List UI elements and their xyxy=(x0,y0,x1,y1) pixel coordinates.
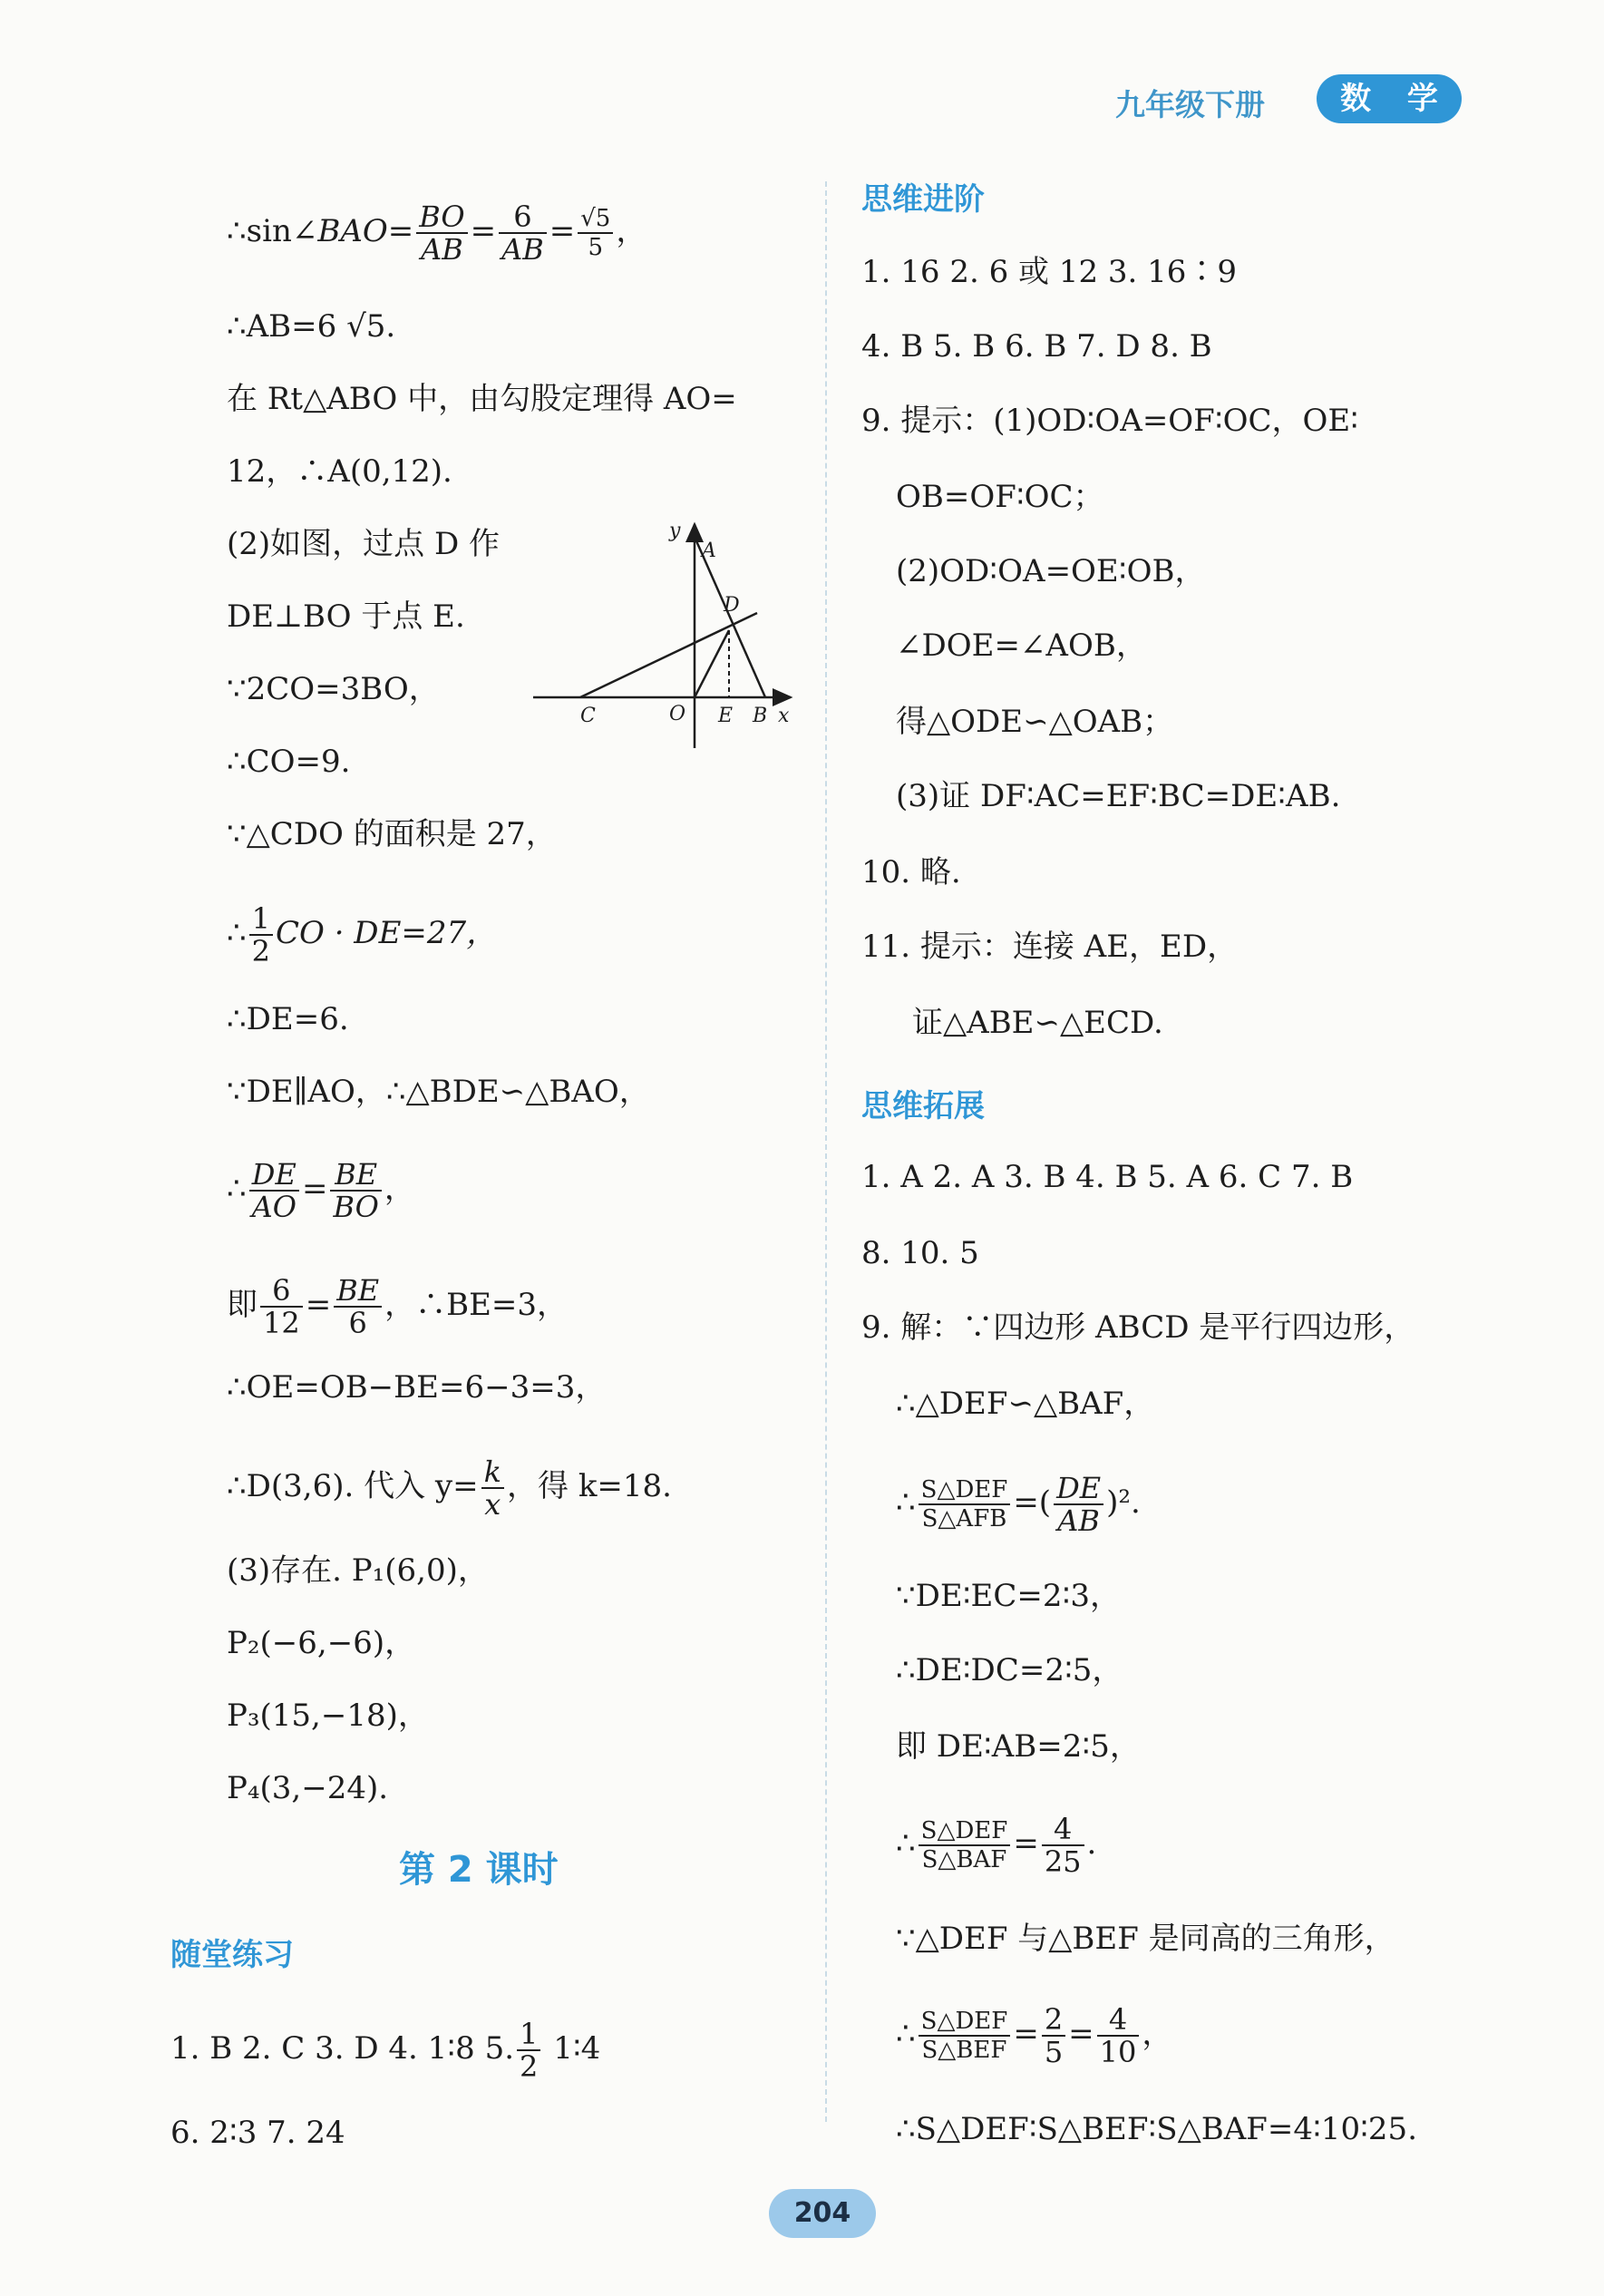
header-grade: 九年级下册 xyxy=(1115,87,1265,122)
right-line-19: 即 DE∶AB=2∶5， xyxy=(896,1728,1141,1765)
lesson-title: 第 2 课时 xyxy=(399,1849,559,1891)
right-line-14: 9. 解：∵四边形 ABCD 是平行四边形， xyxy=(861,1309,1415,1346)
left-line-3: 在 Rt△ABO 中，由勾股定理得 AO= xyxy=(227,381,737,417)
left-line-9: ∵△CDO 的面积是 27， xyxy=(227,816,557,852)
section-practice: 随堂练习 xyxy=(170,1937,294,1973)
label-d: D xyxy=(724,594,740,617)
section-expand: 思维拓展 xyxy=(861,1088,985,1124)
right-line-21: ∵△DEF 与△BEF 是同高的三角形， xyxy=(896,1921,1395,1957)
left-line-12: ∵DE∥AO，∴△BDE∽△BAO， xyxy=(227,1074,650,1110)
right-line-6: ∠DOE=∠AOB， xyxy=(896,628,1147,664)
right-line-22: ∴ $\frac{\text{S△DEF}}{\text{S△BEF}}$ = $\frac{2}{5}$ = $\frac{4}{10}$ ， xyxy=(896,2002,1173,2069)
left-line-13: ∴ $\frac{DE}{AO}$ = $\frac{BE}{BO}$ ， xyxy=(227,1157,415,1224)
coordinate-figure xyxy=(526,517,798,753)
left-line-8: ∴CO=9. xyxy=(227,744,351,780)
label-x: x xyxy=(778,705,790,727)
right-line-12: 1. A 2. A 3. B 4. B 5. A 6. C 7. B xyxy=(861,1159,1354,1195)
left-line-7: ∵2CO=3BO， xyxy=(227,671,440,707)
right-line-9: 10. 略. xyxy=(861,854,961,890)
left-line-6: DE⊥BO 于点 E. xyxy=(227,598,465,635)
left-line-18: P₂(−6,−6)， xyxy=(227,1625,416,1661)
left-line-2: ∴AB=6 √5. xyxy=(227,308,396,345)
label-o: O xyxy=(669,703,686,725)
right-line-16: ∴ $\frac{\text{S△DEF}}{\text{S△AFB}}$ =( $\frac{DE}{AB}$ )². xyxy=(896,1471,1141,1538)
right-line-11: 证△ABE∽△ECD. xyxy=(912,1005,1163,1041)
right-line-3: 9. 提示：(1)OD∶OA=OF∶OC，OE∶ xyxy=(861,403,1359,439)
line-cd xyxy=(580,613,757,697)
left-line-14: 即 $\frac{6}{12}$ = $\frac{BE}{6}$ ，∴BE=3， xyxy=(227,1273,569,1340)
right-line-13: 8. 10. 5 xyxy=(861,1235,979,1271)
label-c: C xyxy=(580,705,596,727)
left-line-19: P₃(15,−18)， xyxy=(227,1698,429,1734)
left-line-16: ∴D(3,6). 代入 y= $\frac{k}{x}$ ，得 k=18. xyxy=(227,1454,672,1522)
label-a: A xyxy=(702,540,716,562)
left-line-15: ∴OE=OB−BE=6−3=3， xyxy=(227,1369,607,1406)
right-line-1: 1. 16 2. 6 或 12 3. 16∶9 xyxy=(861,254,1238,290)
right-line-10: 11. 提示：连接 AE，ED， xyxy=(861,929,1239,965)
left-line-1: ∴sin∠BAO= $\frac{BO}{AB}$ = $\frac{6}{AB}$ = $\frac{√5}{5}$ ， xyxy=(227,199,647,267)
practice-line-2: 6. 2∶3 7. 24 xyxy=(170,2115,345,2151)
label-y: y xyxy=(669,520,681,542)
left-line-10: ∴ $\frac{1}{2}$ CO · DE=27， xyxy=(227,901,498,968)
right-line-8: (3)证 DF∶AC=EF∶BC=DE∶AB. xyxy=(896,778,1341,814)
right-line-18: ∴DE∶DC=2∶5， xyxy=(896,1652,1123,1688)
right-line-4: OB=OF∶OC； xyxy=(896,479,1104,515)
right-line-7: 得△ODE∽△OAB； xyxy=(896,704,1174,740)
page-number: 204 xyxy=(793,2197,851,2229)
left-line-17: (3)存在. P₁(6,0)， xyxy=(227,1552,489,1589)
left-line-4: 12，∴A(0,12). xyxy=(227,453,452,490)
right-line-20: ∴ $\frac{\text{S△DEF}}{\text{S△BAF}}$ = $\frac{4}{25}$ . xyxy=(896,1812,1097,1879)
right-line-5: (2)OD∶OA=OE∶OB， xyxy=(896,553,1206,589)
practice-line-1: 1. B 2. C 3. D 4. 1∶8 5. $\frac{1}{2}$ 1∶4 xyxy=(170,2017,601,2084)
left-line-5: (2)如图，过点 D 作 xyxy=(227,526,501,562)
right-line-15: ∴△DEF∽△BAF， xyxy=(896,1386,1155,1422)
left-line-11: ∴DE=6. xyxy=(227,1001,349,1037)
section-advance: 思维进阶 xyxy=(861,181,985,218)
left-line-20: P₄(3,−24). xyxy=(227,1770,389,1806)
header-subject-badge: 数 学 xyxy=(1317,74,1462,123)
label-e: E xyxy=(718,705,734,727)
column-divider xyxy=(825,181,827,2122)
right-line-17: ∵DE∶EC=2∶3， xyxy=(896,1578,1121,1614)
right-line-23: ∴S△DEF∶S△BEF∶S△BAF=4∶10∶25. xyxy=(896,2111,1417,2147)
label-b: B xyxy=(753,705,768,727)
page-number-badge xyxy=(769,2189,876,2238)
right-line-2: 4. B 5. B 6. B 7. D 8. B xyxy=(861,328,1212,365)
